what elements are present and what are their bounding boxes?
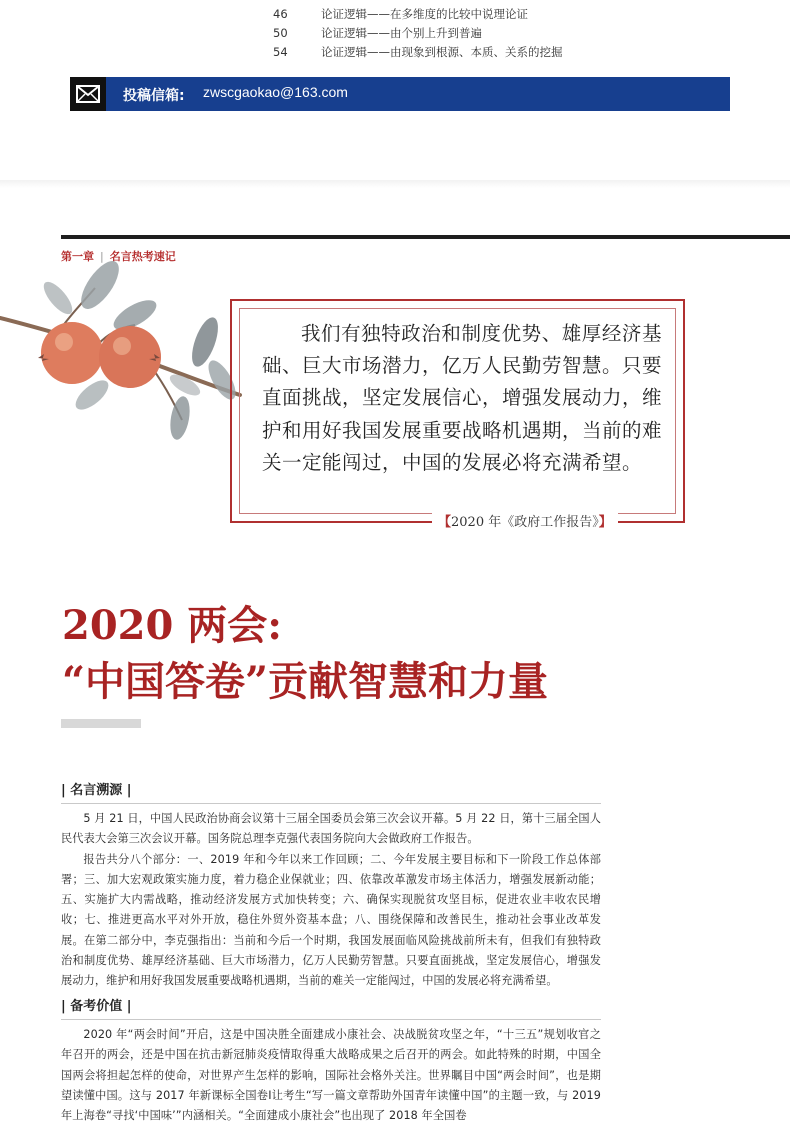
article-headline (62, 600, 548, 708)
paragraph: 5 月 21 日，中国人民政治协商会议第十三届全国委员会第三次会议开幕。5 月 22 日，第十三届全国人民代表大会第三次会议开幕。国务院总理李克强代表国务院向大会做政府工作报告。 (61, 812, 601, 846)
headline-line-2: “中国答卷”贡献智慧和力量 (62, 658, 549, 705)
section-value (61, 998, 601, 1126)
headline-underline-bar (61, 719, 141, 728)
toc-title: 论证逻辑——由现象到根源、本质、关系的挖掘 (321, 45, 563, 59)
submission-banner (70, 77, 730, 111)
quote-bracket-right: 】 (598, 515, 612, 530)
section-body (61, 809, 601, 992)
pomegranate-branch-illustration (0, 270, 260, 440)
quote-text: 我们有独特政治和制度优势、雄厚经济基础、巨大市场潜力，亿万人民勤劳智慧。只要直面挑战，坚定发展信心，增强发展动力，维护和用好我国发展重要战略机遇期，当前的难关一定能闯过，中国的发展必将充满希望。 (262, 322, 663, 474)
toc-title: 论证逻辑——在多维度的比较中说理论证 (321, 7, 528, 21)
toc-page-number: 46 (273, 7, 288, 21)
paragraph: 报告共分八个部分：一、2019 年和今年以来工作回顾；二、今年发展主要目标和下一阶段工作总体部署；三、加大宏观政策实施力度，着力稳企业保就业；四、依靠改革激发市场主体活力，增强发展新动能；五、实施扩大内需战略，推动经济发展方式加快转变；六、确保实现脱贫攻坚目标，促进农业丰收农民增收；七、推进更高水平对外开放，稳住外贸外资基本盘；八、围绕保障和改善民生，推动社会事业改革发展。在第二部分中，李克强指出：当前和今后一个时期，我国发展面临风险挑战前所未有，但我们有独特政治和制度优势、雄厚经济基础、巨大市场潜力，亿万人民勤劳智慧。只要直面挑战，坚定发展信心，增强发展动力，维护和用好我国发展重要战略机遇期，当前的难关一定能闯过，中国的发展必将充满希望。 (61, 852, 601, 988)
toc-page-number: 54 (273, 45, 288, 59)
submission-email-link[interactable]: zwscgaokao@163.com (203, 84, 348, 100)
toc-title: 论证逻辑——由个别上升到普遍 (321, 26, 482, 40)
chapter-header (61, 248, 176, 264)
toc-page-number: 50 (273, 26, 288, 40)
quote-source-text: 2020 年《政府工作报告》 (451, 515, 599, 530)
section-title: | 备考价值 | (61, 999, 132, 1014)
quote-source (432, 512, 618, 534)
section-title: | 名言溯源 | (61, 783, 132, 798)
headline-line-1: 2020 两会: (62, 602, 283, 649)
envelope-icon (70, 77, 106, 111)
header-rule (61, 235, 790, 239)
paragraph: 2020 年“两会时间”开启，这是中国决胜全面建成小康社会、决战脱贫攻坚之年，“十三五”规划收官之年召开的两会，还是中国在抗击新冠肺炎疫情取得重大战略成果之后召开的两会。如此特殊的时期，中国全国两会将担起怎样的使命，对世界产生怎样的影响，国际社会格外关注。世界瞩目中国“两会时间”，也是期望读懂中国。这与 2017 年新课标全国卷Ⅰ让考生“写一篇文章帮助外国青年读懂中国”的主题一致，与 2019 年上海卷“寻找‘中国味’”内涵相关。“全面建成小康社会”也出现了 2018 年全国卷 (61, 1028, 601, 1123)
banner-label: 投稿信箱: (123, 88, 185, 104)
chapter-name: 名言热考速记 (109, 250, 176, 263)
chapter-number: 第一章 (61, 250, 94, 263)
page-divider (0, 180, 790, 188)
quote-bracket-left: 【 (438, 515, 452, 530)
section-rule (61, 1019, 601, 1020)
chapter-separator: | (100, 250, 104, 263)
section-body (61, 1025, 601, 1126)
section-origin (61, 782, 601, 992)
section-rule (61, 803, 601, 804)
